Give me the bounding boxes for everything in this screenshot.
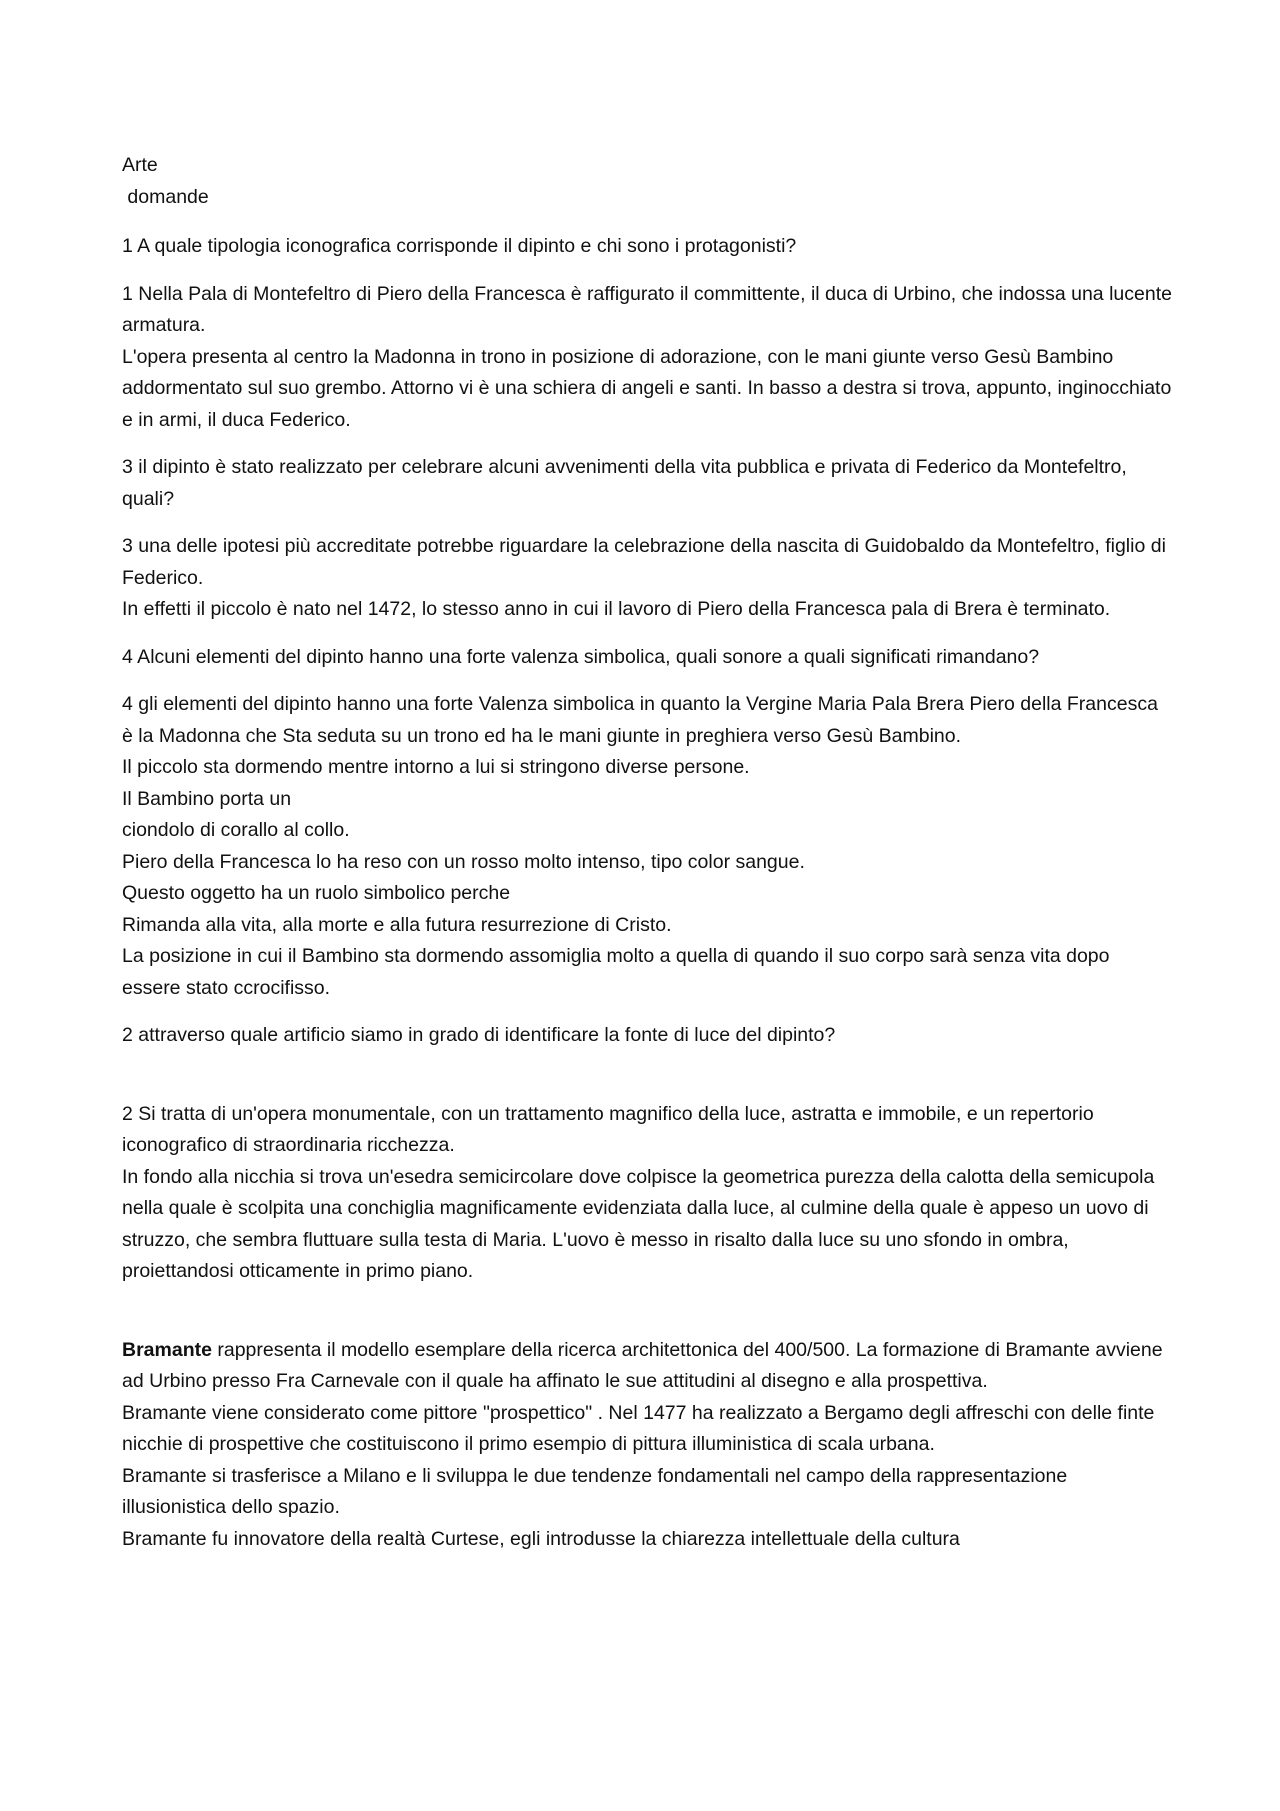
- question-1: 1 A quale tipologia iconografica corrisponde il dipinto e chi sono i protagonisti?: [122, 235, 797, 257]
- bramante-intro: [122, 1335, 1172, 1398]
- bramante-intro-text: rappresenta il modello esemplare della ricerca architettonica del 400/500. La formazione di Bramante avviene ad Urbino presso Fra Carnevale con il quale ha affinato le sue attitudini al disegno e alla prospettiva.: [122, 1338, 1163, 1392]
- document-title: Arte: [122, 154, 158, 176]
- bramante-name: Bramante: [122, 1338, 212, 1361]
- answer-4-line: La posizione in cui il Bambino sta dormendo assomiglia molto a quella di quando il suo corpo sarà senza vita dopo essere stato ccrocifisso.: [122, 945, 1110, 999]
- answer-4-line: Il piccolo sta dormendo mentre intorno a lui si stringono diverse persone.: [122, 756, 750, 778]
- answer-4-line: Questo oggetto ha un ruolo simbolico perche: [122, 882, 511, 904]
- answer-4-line: 4 gli elementi del dipinto hanno una forte Valenza simbolica in quanto la Vergine Maria Pala Brera Piero della Francesca è la Madonna che Sta seduta su un trono ed ha le mani giunte in preghiera verso Gesù Bambino.: [122, 693, 1158, 747]
- bramante-line: Bramante fu innovatore della realtà Curtese, egli introdusse la chiarezza intellettuale della cultura: [122, 1527, 960, 1550]
- answer-1: [122, 279, 1172, 437]
- answer-3-line: 3 una delle ipotesi più accreditate potrebbe riguardare la celebrazione della nascita di Guidobaldo da Montefeltro, figlio di Federico.: [122, 535, 1166, 589]
- answer-4-line: Il Bambino porta un: [122, 787, 292, 810]
- question-4: 4 Alcuni elementi del dipinto hanno una forte valenza simbolica, quali sonore a quali significati rimandano?: [122, 645, 1040, 668]
- answer-4-line: Rimanda alla vita, alla morte e alla futura resurrezione di Cristo.: [122, 913, 672, 936]
- answer-1-line: 1 Nella Pala di Montefeltro di Piero della Francesca è raffigurato il committente, il duca di Urbino, che indossa una lucente armatura.: [122, 282, 1172, 336]
- answer-4: [122, 689, 1172, 1004]
- answer-3: [122, 531, 1172, 626]
- answer-3-line: In effetti il piccolo è nato nel 1472, lo stesso anno in cui il lavoro di Piero della Francesca pala di Brera è terminato.: [122, 598, 1111, 620]
- answer-1-line: L'opera presenta al centro la Madonna in trono in posizione di adorazione, con le mani giunte verso Gesù Bambino addormentato sul suo grembo. Attorno vi è una schiera di angeli e santi. In basso a destra si trova, appunto, inginocchiato e in armi, il duca Federico.: [122, 345, 1172, 431]
- bramante-line: Bramante si trasferisce a Milano e li sviluppa le due tendenze fondamentali nel campo della rappresentazione illusionistica dello spazio.: [122, 1464, 1068, 1518]
- answer-2-line: In fondo alla nicchia si trova un'esedra semicircolare dove colpisce la geometrica purezza della calotta della semicupola nella quale è scolpita una conchiglia magnificamente evidenziata dalla luce, al culmine della quale è appeso un uovo di struzzo, che sembra fluttuare sulla testa di Maria. L'uovo è messo in risalto dalla luce su uno sfondo in ombra, proiettandosi otticamente in primo piano.: [122, 1165, 1155, 1282]
- answer-2-line: 2 Si tratta di un'opera monumentale, con un trattamento magnifico della luce, astratta e immobile, e un repertorio iconografico di straordinaria ricchezza.: [122, 1102, 1094, 1156]
- bramante-section: [122, 1335, 1172, 1556]
- answer-4-line: Piero della Francesca lo ha reso con un rosso molto intenso, tipo color sangue.: [122, 850, 805, 873]
- document-header: [122, 150, 1172, 213]
- question-3: 3 il dipinto è stato realizzato per celebrare alcuni avvenimenti della vita pubblica e privata di Federico da Montefeltro, quali?: [122, 456, 1127, 510]
- answer-2: [122, 1099, 1172, 1288]
- document-body: [122, 150, 1172, 1571]
- answer-4-line: ciondolo di corallo al collo.: [122, 819, 350, 841]
- document-subtitle: domande: [122, 185, 209, 208]
- question-2: 2 attraverso quale artificio siamo in grado di identificare la fonte di luce del dipinto?: [122, 1024, 836, 1046]
- bramante-line: Bramante viene considerato come pittore "prospettico" . Nel 1477 ha realizzato a Bergamo degli affreschi con delle finte nicchie di prospettive che costituiscono il primo esempio di pittura illuministica di scala urbana.: [122, 1401, 1155, 1455]
